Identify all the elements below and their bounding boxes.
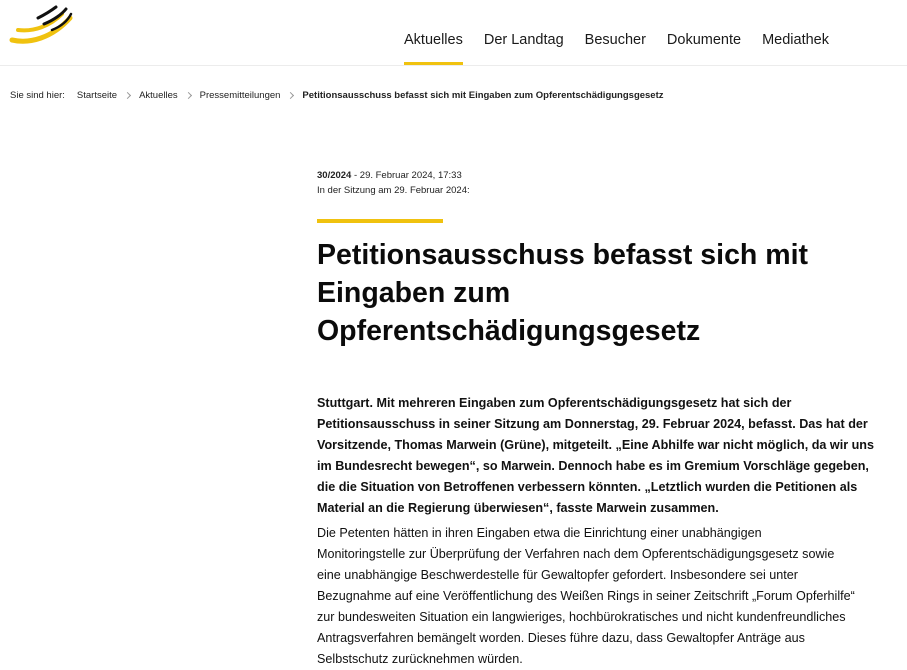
chevron-right-icon <box>287 92 294 99</box>
lead-line: Vorsitzende, Thomas Marwein (Grüne), mitgeteilt. „Eine Abhilfe war nicht möglich, da wir uns <box>317 438 874 452</box>
lead-line: im Bundesrecht bewegen“, so Marwein. Dennoch habe es im Gremium Vorschläge gegeben, <box>317 459 869 473</box>
nav-item-der-landtag[interactable]: Der Landtag <box>483 32 564 48</box>
lead-line: die die Situation von Betroffenen verbessern könnten. „Letztlich wurden die Petitionen als <box>317 480 858 494</box>
body-line: Selbstschutz zurücknehmen würden. <box>317 652 523 666</box>
title-line: Opferentschädigungsgesetz <box>317 315 701 347</box>
chevron-right-icon <box>124 92 131 99</box>
breadcrumb-startseite[interactable]: Startseite <box>76 90 118 101</box>
article-meta <box>317 168 470 198</box>
article-body <box>317 523 902 670</box>
press-release-number: 30/2024 <box>317 170 352 181</box>
chevron-right-icon <box>185 92 192 99</box>
breadcrumb <box>10 90 664 101</box>
lead-line: Material an die Regierung überwiesen“, fasste Marwein zusammen. <box>317 501 719 515</box>
landtag-logo[interactable] <box>8 4 74 52</box>
article-session: In der Sitzung am 29. Februar 2024: <box>317 185 470 196</box>
main-nav <box>404 0 850 66</box>
breadcrumb-pressemitteilungen[interactable]: Pressemitteilungen <box>199 90 281 101</box>
breadcrumb-aktuelles[interactable]: Aktuelles <box>139 90 178 101</box>
nav-item-dokumente[interactable]: Dokumente <box>666 32 742 48</box>
body-line: Die Petenten hätten in ihren Eingaben etwa die Einrichtung einer unabhängigen <box>317 526 762 540</box>
article-date-line <box>317 168 470 183</box>
body-line: Antragsverfahren bemängelt worden. Dieses führe dazu, dass Gewaltopfer Anträge aus <box>317 631 805 645</box>
title-line: Eingaben zum <box>317 277 511 309</box>
article-lead <box>317 393 897 519</box>
site-header <box>0 0 907 66</box>
title-line: Petitionsausschuss befasst sich mit <box>317 239 808 271</box>
breadcrumb-current: Petitionsausschuss befasst sich mit Eingaben zum Opferentschädigungsgesetz <box>302 90 664 101</box>
breadcrumb-label: Sie sind hier: <box>10 90 65 101</box>
nav-item-aktuelles[interactable]: Aktuelles <box>404 0 463 66</box>
lead-line: Stuttgart. Mit mehreren Eingaben zum Opferentschädigungsgesetz hat sich der <box>317 396 792 410</box>
nav-item-besucher[interactable]: Besucher <box>584 32 646 48</box>
body-line: Bezugnahme auf eine Veröffentlichung des Weißen Rings in seiner Zeitschrift „Forum Opferhilfe“ <box>317 589 855 603</box>
lead-line: Petitionsausschuss in seiner Sitzung am Donnerstag, 29. Februar 2024, befasst. Das hat der <box>317 417 868 431</box>
nav-item-mediathek[interactable]: Mediathek <box>762 32 829 48</box>
body-line: eine unabhängige Beschwerdestelle für Gewaltopfer gefordert. Insbesondere sei unter <box>317 568 798 582</box>
title-accent-bar <box>317 219 443 223</box>
article-date: - 29. Februar 2024, 17:33 <box>351 170 462 181</box>
body-line: Monitoringstelle zur Überprüfung der Verfahren nach dem Opferentschädigungsgesetz sowie <box>317 547 835 561</box>
article-title <box>317 236 877 350</box>
body-line: zur bundesweiten Situation ein langwieriges, hochbürokratisches und nicht kundenfreundliches <box>317 610 846 624</box>
